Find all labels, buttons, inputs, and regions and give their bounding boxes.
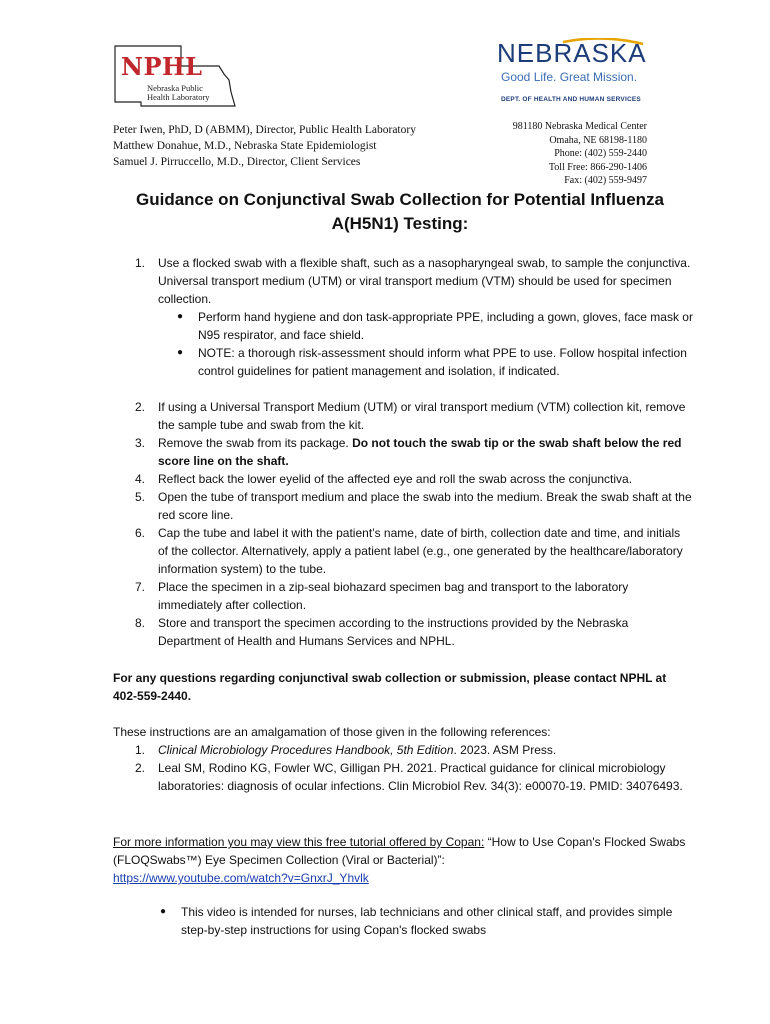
step-number: 4.: [135, 472, 146, 486]
step-number: 2.: [135, 400, 146, 414]
video-note-text: This video is intended for nurses, lab technicians and other clinical staff, and provides simple step-by-step instructions for using Copan's flocked swabs: [181, 905, 673, 937]
step-1-bullets: [158, 308, 693, 380]
step-text: Cap the tube and label it with the patient’s name, date of birth, collection date and time, and initials of the collector. Alternatively, apply a patient label (e.g., one generated by the healthcare/laboratory information system) to the tube.: [158, 526, 683, 576]
step-item: [113, 614, 693, 650]
bullet-item: [158, 344, 693, 380]
nphl-logo-line1: Nebraska Public: [147, 83, 203, 93]
step-text: Remove the swab from its package.: [158, 436, 353, 450]
more-info-section: [113, 833, 693, 939]
staff-line: Peter Iwen, PhD, D (ABMM), Director, Public Health Laboratory: [113, 124, 416, 136]
nebraska-dhhs-logo: [493, 38, 653, 110]
step-text: Store and transport the specimen according to the instructions provided by the Nebraska Department of Health and Humans Services and NPHL.: [158, 616, 629, 648]
address-line: Phone: (402) 559-2440: [554, 148, 647, 160]
step-item: [113, 398, 693, 434]
bullet-text: Perform hand hygiene and don task-appropriate PPE, including a gown, gloves, face mask or N95 respirator, and face shield.: [198, 310, 693, 342]
step-text: Reflect back the lower eyelid of the affected eye and roll the swab across the conjunctiva.: [158, 472, 633, 486]
reference-number: 1.: [135, 743, 146, 757]
step-item: [113, 254, 693, 380]
bullet-icon: ●: [160, 906, 167, 917]
staff-line: Samuel J. Pirruccello, M.D., Director, Client Services: [113, 156, 361, 168]
nebraska-logo-tagline: Good Life. Great Mission.: [501, 70, 638, 84]
step-number: 5.: [135, 490, 146, 504]
step-item: [113, 488, 693, 524]
reference-item: [113, 759, 693, 795]
bullet-icon: ●: [177, 347, 184, 358]
step-item: [113, 524, 693, 578]
bullet-item: [158, 308, 693, 344]
address-line: Omaha, NE 68198-1180: [549, 134, 647, 146]
nebraska-logo-dept: DEPT. OF HEALTH AND HUMAN SERVICES: [501, 96, 641, 103]
reference-text: Leal SM, Rodino KG, Fowler WC, Gilligan PH. 2021. Practical guidance for clinical microbiology laboratories: diagnosis of ocular infections. Clin Microbiol Rev. 34(3): e00070-19. PMID: 34076493.: [158, 761, 683, 793]
reference-item: [113, 741, 693, 759]
reference-number: 2.: [135, 761, 146, 775]
step-text: If using a Universal Transport Medium (UTM) or viral transport medium (VTM) collection kit, remove the sample tube and swab from the kit.: [158, 400, 686, 432]
more-info-text: “How to Use Copan's Flocked Swabs (FLOQSwabs™) Eye Specimen Collection (Viral or Bacterial)”:: [113, 835, 686, 867]
step-item: [113, 470, 693, 488]
step-number: 6.: [135, 526, 146, 540]
steps-list: [113, 254, 693, 650]
step-number: 3.: [135, 436, 146, 450]
document-title: [100, 188, 700, 236]
more-info-lead: For more information you may view this free tutorial offered by Copan:: [113, 835, 485, 849]
staff-list: [113, 122, 416, 170]
nphl-logo: [111, 44, 241, 110]
nphl-logo-line2: Health Laboratory: [147, 92, 210, 102]
more-info-paragraph: [113, 833, 693, 887]
address-line: Toll Free: 866-290-1406: [548, 161, 647, 173]
bullet-icon: ●: [177, 311, 184, 322]
bullet-text: NOTE: a thorough risk-assessment should inform what PPE to use. Follow hospital infection control guidelines for patient management and isolation, if indicated.: [198, 346, 687, 378]
address-block: [513, 120, 647, 188]
step-text: Use a flocked swab with a flexible shaft, such as a nasopharyngeal swab, to sample the conjunctiva. Universal transport medium (UTM) or viral transport medium (VTM) should be used for specimen collection.: [158, 256, 691, 306]
step-item: [113, 434, 693, 470]
nebraska-logo-title: NEBRASKA: [497, 38, 647, 68]
video-note: [113, 903, 693, 939]
nphl-logo-name: [147, 84, 210, 102]
step-number: 8.: [135, 616, 146, 630]
reference-title: Clinical Microbiology Procedures Handbook, 5th Edition: [158, 743, 454, 757]
title-line-1: Guidance on Conjunctival Swab Collection for Potential Influenza: [136, 190, 664, 209]
references-section: [113, 723, 693, 795]
references-intro: These instructions are an amalgamation of those given in the following references:: [113, 725, 551, 739]
step-warning-text: Do not touch the swab tip or the swab shaft below the red score line on the shaft.: [158, 436, 682, 468]
references-list: [113, 741, 693, 795]
youtube-tutorial-link[interactable]: https://www.youtube.com/watch?v=GnxrJ_Yhvlk: [113, 871, 369, 885]
address-line: Fax: (402) 559-9497: [564, 175, 647, 187]
staff-line: Matthew Donahue, M.D., Nebraska State Epidemiologist: [113, 140, 377, 152]
step-text: Place the specimen in a zip-seal biohazard specimen bag and transport to the laboratory immediately after collection.: [158, 580, 629, 612]
step-item: [113, 578, 693, 614]
step-number: 7.: [135, 580, 146, 594]
step-text: Open the tube of transport medium and place the swab into the medium. Break the swab shaft at the red score line.: [158, 490, 692, 522]
step-number: 1.: [135, 256, 146, 270]
title-line-2: A(H5N1) Testing:: [331, 214, 469, 233]
nphl-logo-abbr: NPHL: [121, 52, 203, 81]
contact-notice: For any questions regarding conjunctival swab collection or submission, please contact NPHL at 402-559-2440.: [113, 671, 667, 703]
address-line: 981180 Nebraska Medical Center: [512, 121, 647, 132]
reference-text: . 2023. ASM Press.: [453, 743, 557, 757]
